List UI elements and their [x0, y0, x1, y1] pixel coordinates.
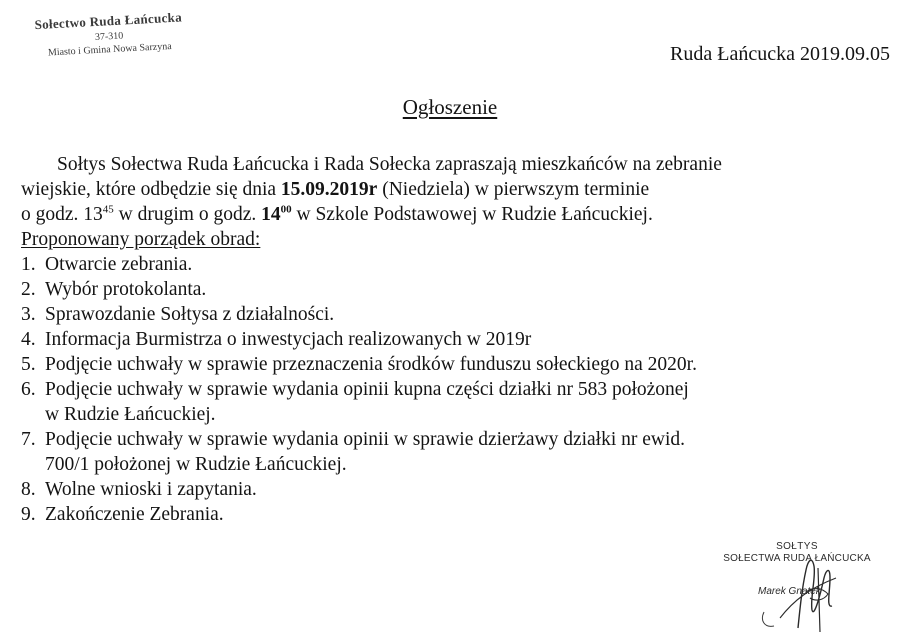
place-and-date: Ruda Łańcucka 2019.09.05: [670, 43, 890, 65]
paragraph-line-2: [21, 177, 891, 202]
agenda-item-text-block: [45, 327, 531, 352]
meeting-date: 15.09.2019r: [280, 179, 378, 200]
agenda-item: [21, 352, 891, 377]
agenda-item-text-block: [45, 502, 224, 527]
agenda-item-text-block: [45, 477, 257, 502]
second-term-minutes: 00: [280, 203, 292, 216]
agenda-item-number: 3.: [21, 304, 36, 325]
paragraph-text: w drugim o godz.: [113, 204, 262, 225]
agenda-item-text-block: [45, 377, 689, 427]
agenda-item-text-block: [45, 352, 697, 377]
signature-stroke: [806, 588, 828, 600]
agenda-heading: Proponowany porządek obrad:: [21, 229, 261, 250]
signature-stroke: [780, 578, 836, 618]
agenda-item: [21, 302, 891, 327]
agenda-item-number: 9.: [21, 504, 36, 525]
paragraph-text: w Szkole Podstawowej w Rudzie Łańcuckiej.: [291, 204, 653, 225]
stamp-line-name: Sołectwo Ruda Łańcucka: [34, 9, 183, 33]
document-title: Ogłoszenie: [402, 95, 498, 119]
agenda-item: [21, 427, 891, 477]
agenda-item-text: Zakończenie Zebrania.: [45, 504, 224, 525]
village-stamp: [18, 9, 200, 60]
agenda-list: [21, 252, 891, 527]
agenda-item-number: 8.: [21, 479, 36, 500]
agenda-item-number: 2.: [21, 279, 36, 300]
agenda-item-text: Podjęcie uchwały w sprawie przeznaczenia środków funduszu sołeckiego na 2020r.: [45, 354, 697, 375]
agenda-item-text: Sprawozdanie Sołtysa z działalności.: [45, 304, 335, 325]
paragraph-text: wiejskie, które odbędzie się dnia: [21, 179, 281, 200]
second-term-hour-value: 14: [261, 204, 281, 225]
agenda-item-text: Otwarcie zebrania.: [45, 254, 193, 275]
signature-stroke: [762, 612, 774, 626]
agenda-item: [21, 377, 891, 427]
agenda-item: [21, 502, 891, 527]
agenda-item-text: Podjęcie uchwały w sprawie wydania opinii w sprawie dzierżawy działki nr ewid.: [45, 429, 686, 450]
agenda-item-text: Wolne wnioski i zapytania.: [45, 479, 257, 500]
signature-stamp-role: SOŁTYS: [776, 541, 818, 552]
agenda-item: [21, 477, 891, 502]
paragraph-text: o godz. 13: [21, 204, 103, 225]
agenda-item: [21, 277, 891, 302]
agenda-item-text-block: [45, 302, 334, 327]
agenda-item-text: Informacja Burmistrza o inwestycjach realizowanych w 2019r: [45, 329, 532, 350]
agenda-item-text-block: [45, 277, 206, 302]
stamp-line-municipality: Miasto i Gmina Nowa Sarzyna: [47, 41, 172, 59]
paragraph-text: (Niedziela) w pierwszym terminie: [377, 179, 650, 200]
signature-stroke: [798, 560, 832, 628]
agenda-item: [21, 327, 891, 352]
second-term-hour: [261, 204, 292, 225]
agenda-item-number: 7.: [21, 429, 36, 450]
agenda-item-text-block: [45, 252, 192, 277]
agenda-item-continuation: w Rudzie Łańcuckiej.: [45, 404, 216, 425]
agenda-item-text: Podjęcie uchwały w sprawie wydania opinii kupna części działki nr 583 położonej: [45, 379, 689, 400]
agenda-item-number: 4.: [21, 329, 36, 350]
paragraph-line-3: [21, 202, 891, 227]
agenda-item-text-block: [45, 427, 685, 477]
signature-stamp-office: SOŁECTWA RUDA ŁAŃCUCKA: [723, 553, 871, 564]
agenda-item: [21, 252, 891, 277]
first-term-minutes: 45: [102, 203, 114, 216]
signature-stamp-name: Marek Gnatek: [758, 586, 821, 597]
paragraph-line-1: Sołtys Sołectwa Ruda Łańcucka i Rada Sołecka zapraszają mieszkańców na zebranie: [57, 154, 722, 175]
handwritten-signature: [740, 548, 870, 633]
stamp-line-postcode: 37-310: [94, 30, 124, 43]
agenda-item-continuation: 700/1 położonej w Rudzie Łańcuckiej.: [45, 454, 347, 475]
document-body: [21, 152, 891, 527]
agenda-item-number: 1.: [21, 254, 36, 275]
agenda-item-text: Wybór protokolanta.: [45, 279, 207, 300]
agenda-item-number: 6.: [21, 379, 36, 400]
agenda-item-number: 5.: [21, 354, 36, 375]
